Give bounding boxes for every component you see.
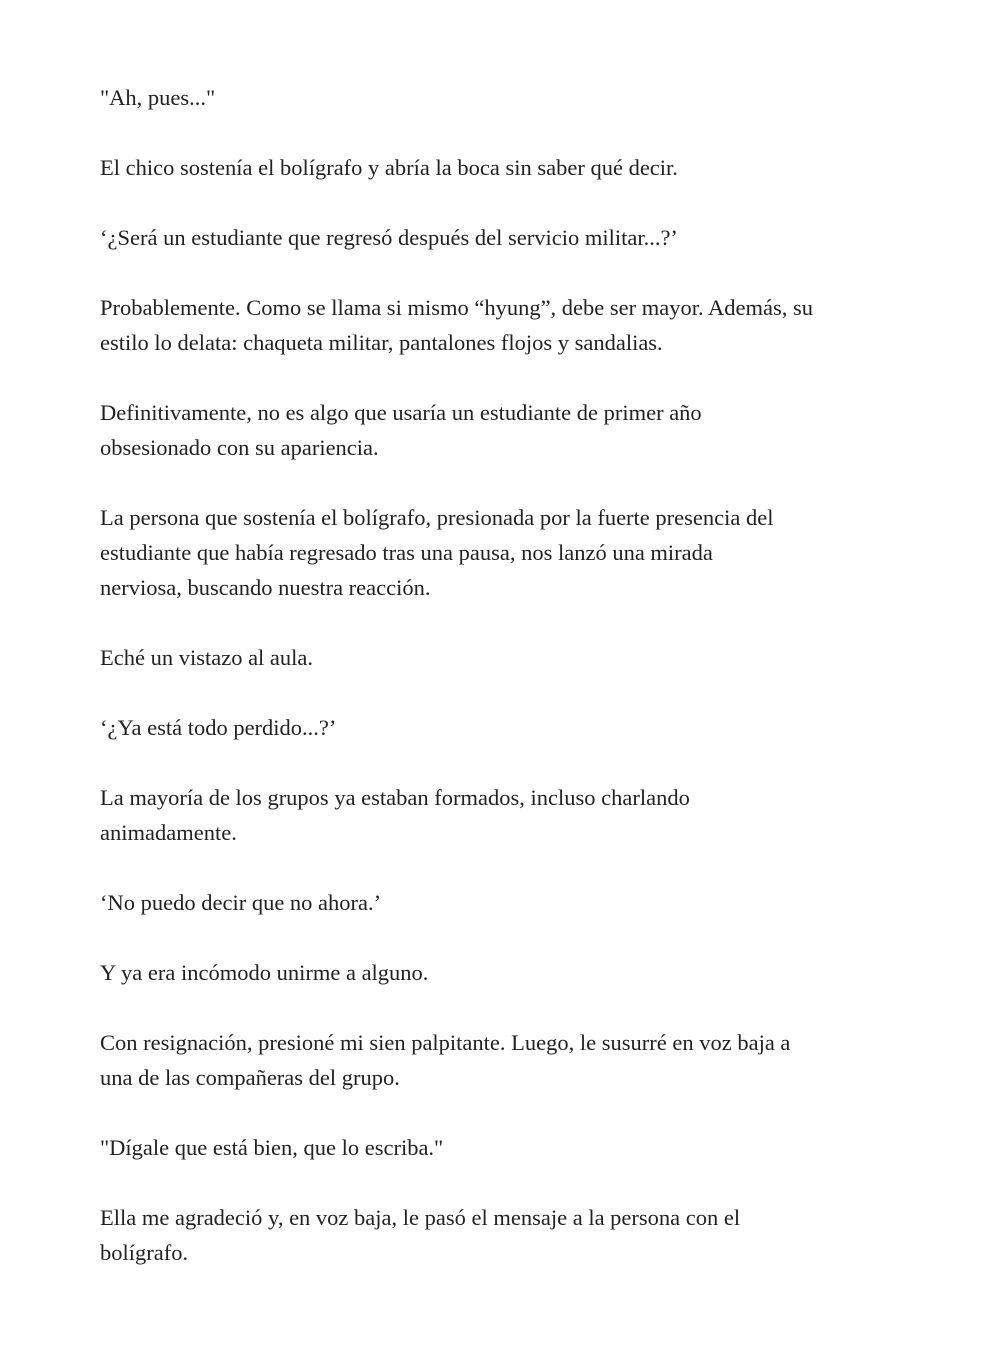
paragraph — [100, 220, 1000, 255]
text-line: animadamente. — [100, 820, 237, 845]
text-line: Probablemente. Como se llama si mismo “hyung”, debe ser mayor. Además, su — [100, 295, 813, 320]
text-line: una de las compañeras del grupo. — [100, 1065, 400, 1090]
text-line: estilo lo delata: chaqueta militar, pantalones flojos y sandalias. — [100, 330, 663, 355]
text-line: ‘¿Será un estudiante que regresó después del servicio militar...?’ — [100, 225, 678, 250]
paragraph — [100, 290, 1000, 360]
text-line: ‘¿Ya está todo perdido...?’ — [100, 715, 337, 740]
text-line: nerviosa, buscando nuestra reacción. — [100, 575, 431, 600]
text-line: Definitivamente, no es algo que usaría un estudiante de primer año — [100, 400, 702, 425]
paragraph — [100, 500, 1000, 605]
paragraph — [100, 395, 1000, 465]
paragraph — [100, 1200, 1000, 1270]
text-line: estudiante que había regresado tras una pausa, nos lanzó una mirada — [100, 540, 713, 565]
text-line: La persona que sostenía el bolígrafo, presionada por la fuerte presencia del — [100, 505, 774, 530]
text-line: Ella me agradeció y, en voz baja, le pasó el mensaje a la persona con el — [100, 1205, 741, 1230]
text-line: ‘No puedo decir que no ahora.’ — [100, 890, 382, 915]
text-line: obsesionado con su apariencia. — [100, 435, 379, 460]
paragraph — [100, 150, 1000, 185]
text-line: "Dígale que está bien, que lo escriba." — [100, 1135, 444, 1160]
text-line: La mayoría de los grupos ya estaban formados, incluso charlando — [100, 785, 690, 810]
paragraph — [100, 1025, 1000, 1095]
text-line: El chico sostenía el bolígrafo y abría la boca sin saber qué decir. — [100, 155, 678, 180]
text-line: Eché un vistazo al aula. — [100, 645, 314, 670]
paragraph — [100, 780, 1000, 850]
text-line: Con resignación, presioné mi sien palpitante. Luego, le susurré en voz baja a — [100, 1030, 791, 1055]
paragraph — [100, 80, 1000, 115]
paragraph — [100, 885, 1000, 920]
text-line: Y ya era incómodo unirme a alguno. — [100, 960, 429, 985]
paragraph — [100, 710, 1000, 745]
paragraph — [100, 955, 1000, 990]
text-line: bolígrafo. — [100, 1240, 189, 1265]
paragraph — [100, 640, 1000, 675]
paragraph — [100, 1130, 1000, 1165]
text-line: "Ah, pues..." — [100, 85, 216, 110]
